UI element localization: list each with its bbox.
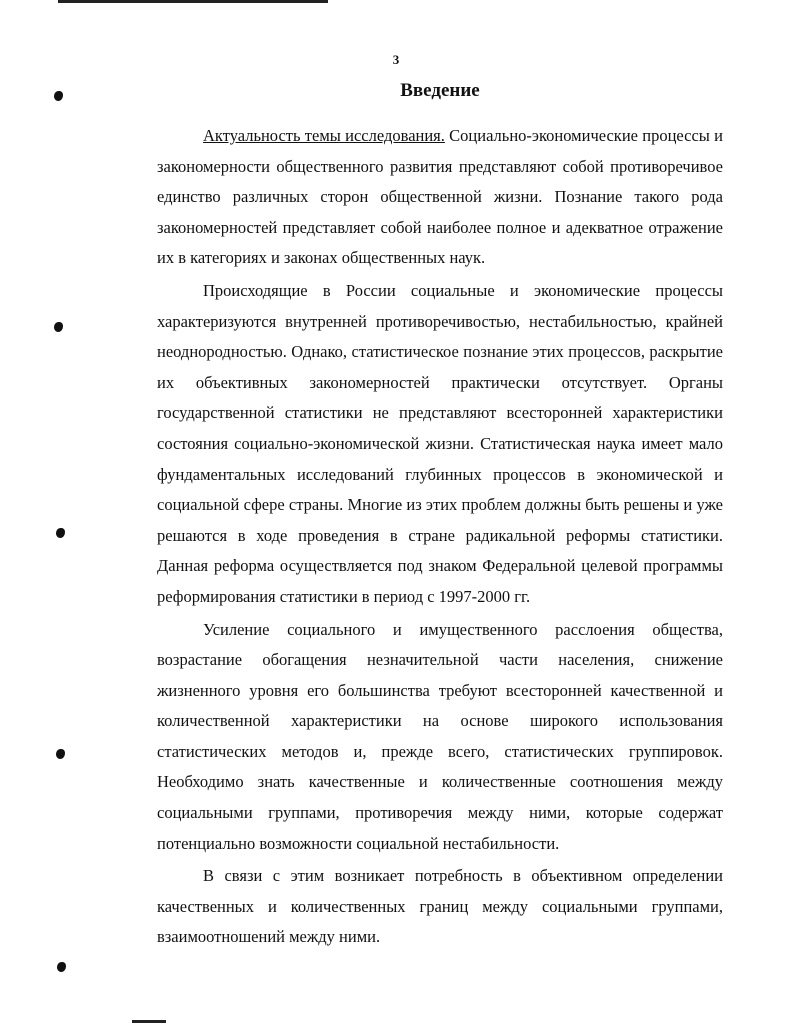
paragraph: Происходящие в России социальные и экономические процессы характеризуются внутренней противоречивостью, нестабильностью, крайней неоднородностью. Однако, статистическое познание этих процессов, раскрытие их объективных закономерностей практически отсутствует. Органы государственной статистики не представляют всесторонней характеристики состояния социально-экономической жизни. Статистическая наука имеет мало фундаментальных исследований глубинных процессов в экономической и социальной сфере страны. Многие из этих проблем должны быть решены и уже решаются в ходе проведения в стране радикальной реформы статистики. Данная реформа осуществляется под знаком Федеральной целевой программы реформирования статистики в период с 1997-2000 гг.	[157, 280, 723, 606]
paragraph-lead: Актуальность темы исследования.	[203, 126, 445, 145]
paragraph	[157, 121, 723, 274]
page-title: Введение	[400, 80, 480, 101]
binder-hole-mark	[54, 322, 63, 332]
binder-hole-mark	[56, 749, 65, 759]
page-number: 3	[392, 52, 400, 67]
body-text	[157, 121, 723, 953]
paragraph-text: Социально-экономические процессы и закономерности общественного развития представляют собой противоречивое единство различных сторон общественной жизни. Познание такого рода закономерностей представляет собой наиболее полное и адекватное отражение их в категориях и законах общественных наук.	[157, 126, 724, 268]
scan-artifact-top	[58, 0, 328, 7]
binder-hole-mark	[57, 962, 66, 972]
paragraph: Усиление социального и имущественного расслоения общества, возрастание обогащения незначительной части населения, снижение жизненного уровня его большинства требуют всесторонней качественной и количественной характеристики на основе широкого использования статистических методов и, прежде всего, статистических группировок. Необходимо знать качественные и количественные соотношения между социальными группами, противоречия между ними, которые содержат потенциально возможности социальной нестабильности.	[157, 619, 723, 853]
paragraph: В связи с этим возникает потребность в объективном определении качественных и количественных границ между социальными группами, взаимоотношений между ними.	[157, 866, 723, 947]
scan-artifact-bottom	[132, 1020, 166, 1023]
binder-hole-mark	[56, 528, 65, 538]
